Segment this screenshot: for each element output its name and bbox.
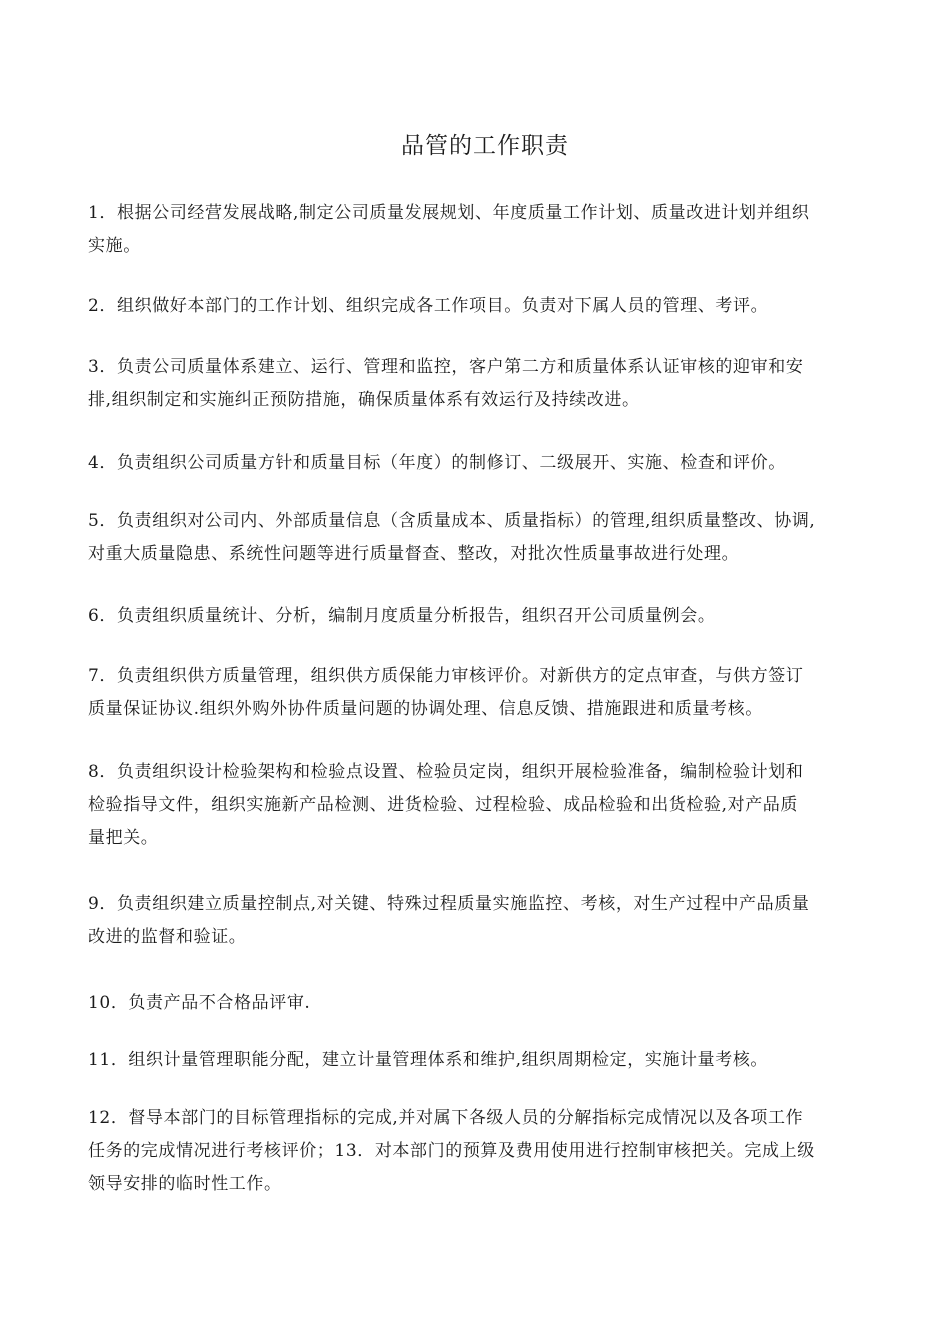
paragraph-2 xyxy=(88,290,888,323)
paragraph-line: 任务的完成情况进行考核评价；13．对本部门的预算及费用使用进行控制审核把关。完成上级 xyxy=(88,1141,815,1161)
paragraph-line: 4．负责组织公司质量方针和质量目标（年度）的制修订、二级展开、实施、检查和评价。 xyxy=(88,453,786,473)
paragraph-line: 10．负责产品不合格品评审. xyxy=(88,993,311,1013)
paragraph-line: 3．负责公司质量体系建立、运行、管理和监控，客户第二方和质量体系认证审核的迎审和安 xyxy=(88,357,804,377)
paragraph-6 xyxy=(88,600,888,633)
paragraph-line: 质量保证协议.组织外购外协件质量问题的协调处理、信息反馈、措施跟进和质量考核。 xyxy=(88,699,763,719)
paragraph-line: 11．组织计量管理职能分配，建立计量管理体系和维护,组织周期检定，实施计量考核。 xyxy=(88,1050,769,1070)
paragraph-8 xyxy=(88,756,888,855)
paragraph-line: 对重大质量隐患、系统性问题等进行质量督查、整改，对批次性质量事故进行处理。 xyxy=(88,544,740,564)
paragraph-12 xyxy=(88,1102,888,1201)
paragraph-7 xyxy=(88,660,888,726)
paragraph-line: 领导安排的临时性工作。 xyxy=(88,1174,282,1194)
paragraph-11 xyxy=(88,1044,888,1077)
document-title: 品管的工作职责 xyxy=(401,133,569,159)
paragraph-line: 1．根据公司经营发展战略,制定公司质量发展规划、年度质量工作计划、质量改进计划并组织 xyxy=(88,203,810,223)
paragraph-10 xyxy=(88,987,888,1020)
paragraph-line: 9．负责组织建立质量控制点,对关键、特殊过程质量实施监控、考核，对生产过程中产品质量 xyxy=(88,894,810,914)
paragraph-5 xyxy=(88,505,888,571)
paragraph-line: 改进的监督和验证。 xyxy=(88,927,247,947)
paragraph-line: 7．负责组织供方质量管理，组织供方质保能力审核评价。对新供方的定点审查，与供方签订 xyxy=(88,666,804,686)
paragraph-line: 12．督导本部门的目标管理指标的完成,并对属下各级人员的分解指标完成情况以及各项工作 xyxy=(88,1108,804,1128)
paragraph-3 xyxy=(88,351,888,417)
paragraph-line: 2．组织做好本部门的工作计划、组织完成各工作项目。负责对下属人员的管理、考评。 xyxy=(88,296,769,316)
paragraph-4 xyxy=(88,447,888,480)
paragraph-line: 实施。 xyxy=(88,236,141,256)
paragraph-line: 6．负责组织质量统计、分析，编制月度质量分析报告，组织召开公司质量例会。 xyxy=(88,606,716,626)
paragraph-line: 检验指导文件，组织实施新产品检测、进货检验、过程检验、成品检验和出货检验,对产品质 xyxy=(88,795,799,815)
paragraph-line: 5．负责组织对公司内、外部质量信息（含质量成本、质量指标）的管理,组织质量整改、协调, xyxy=(88,511,816,531)
paragraph-9 xyxy=(88,888,888,954)
paragraph-line: 排,组织制定和实施纠正预防措施，确保质量体系有效运行及持续改进。 xyxy=(88,390,640,410)
paragraph-line: 8．负责组织设计检验架构和检验点设置、检验员定岗，组织开展检验准备，编制检验计划和 xyxy=(88,762,804,782)
paragraph-1 xyxy=(88,197,888,263)
paragraph-line: 量把关。 xyxy=(88,828,159,848)
